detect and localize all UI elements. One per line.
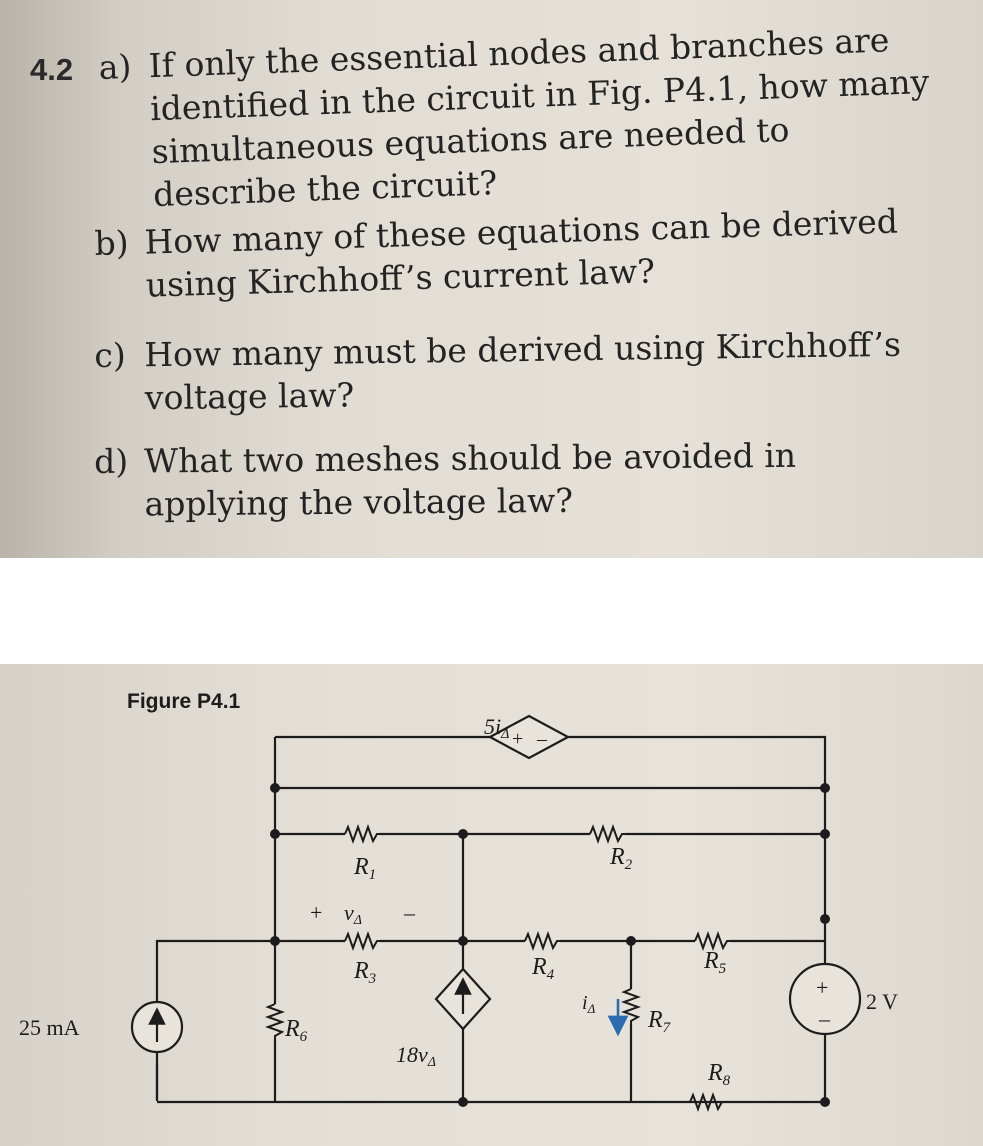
node-dot: [458, 1097, 468, 1107]
dependent-current-source: [436, 969, 490, 1029]
voltage-source-2v: [790, 964, 860, 1034]
node-dot: [270, 936, 280, 946]
label-r1: $R_1$: [354, 854, 377, 883]
dep-voltage-minus: –: [537, 728, 547, 750]
resistor-r7: [624, 989, 638, 1024]
resistor-r5: [695, 934, 730, 948]
node-dot: [820, 1097, 830, 1107]
resistor-r3: [345, 934, 380, 948]
node-dot: [458, 936, 468, 946]
part-b-text: How many of these equations can be derived using Kirchhoff’s current law?: [144, 201, 899, 305]
label-r5: $R_5$: [704, 948, 727, 977]
label-18v-delta: 18vΔ: [396, 1042, 436, 1070]
label-2v: 2 V: [866, 989, 898, 1014]
label-r7: $R_7$: [648, 1007, 671, 1036]
problem-number: 4.2: [30, 52, 74, 87]
node-dot: [270, 783, 280, 793]
label-r4: $R_4$: [532, 954, 555, 983]
resistors: [268, 827, 730, 1109]
vs-minus: –: [819, 1006, 830, 1031]
wires: [157, 737, 825, 1102]
label-5i-delta: 5iΔ: [484, 714, 510, 742]
resistor-r4: [525, 934, 560, 948]
v-delta-minus: –: [404, 900, 415, 925]
node-dot: [820, 829, 830, 839]
current-source-25ma: [132, 1002, 182, 1052]
node-dot: [820, 914, 830, 924]
node-dot: [626, 936, 636, 946]
node-dot: [820, 783, 830, 793]
part-a-text: If only the essential nodes and branches are identified in the circuit in Fig. P4.1, how many simultaneous equations are needed to describe the circuit?: [148, 20, 930, 215]
label-r8: $R_8$: [708, 1060, 731, 1089]
v-delta-label: vΔ: [344, 900, 362, 928]
label-r2: $R_2$: [610, 844, 633, 873]
resistor-r2: [590, 827, 625, 841]
page-gap: [0, 558, 983, 664]
wire-r3-right: [380, 941, 463, 969]
label-r6: $R_6$: [285, 1016, 308, 1045]
figure-title: Figure P4.1: [127, 690, 241, 713]
i-delta-label: $i_\Delta$: [582, 992, 596, 1016]
part-a-letter: a): [98, 46, 132, 87]
circuit-diagram: [0, 664, 983, 1146]
wire-top-right: [568, 737, 825, 788]
node-dot: [458, 829, 468, 839]
resistor-r6: [268, 1004, 282, 1039]
dep-voltage-plus: +: [512, 728, 524, 750]
v-delta-plus: +: [310, 900, 323, 925]
part-d-text: What two meshes should be avoided in applying the voltage law?: [144, 435, 797, 524]
label-25ma: 25 mA: [19, 1015, 80, 1040]
vs-plus: +: [816, 975, 829, 1000]
part-c-letter: c): [94, 335, 126, 375]
label-r3: $R_3$: [354, 958, 377, 987]
part-b-letter: b): [94, 223, 130, 263]
part-c-text: How many must be derived using Kirchhoff’s voltage law?: [144, 324, 902, 418]
part-d-letter: d): [94, 441, 129, 481]
resistor-r1: [345, 827, 380, 841]
node-dot: [270, 829, 280, 839]
